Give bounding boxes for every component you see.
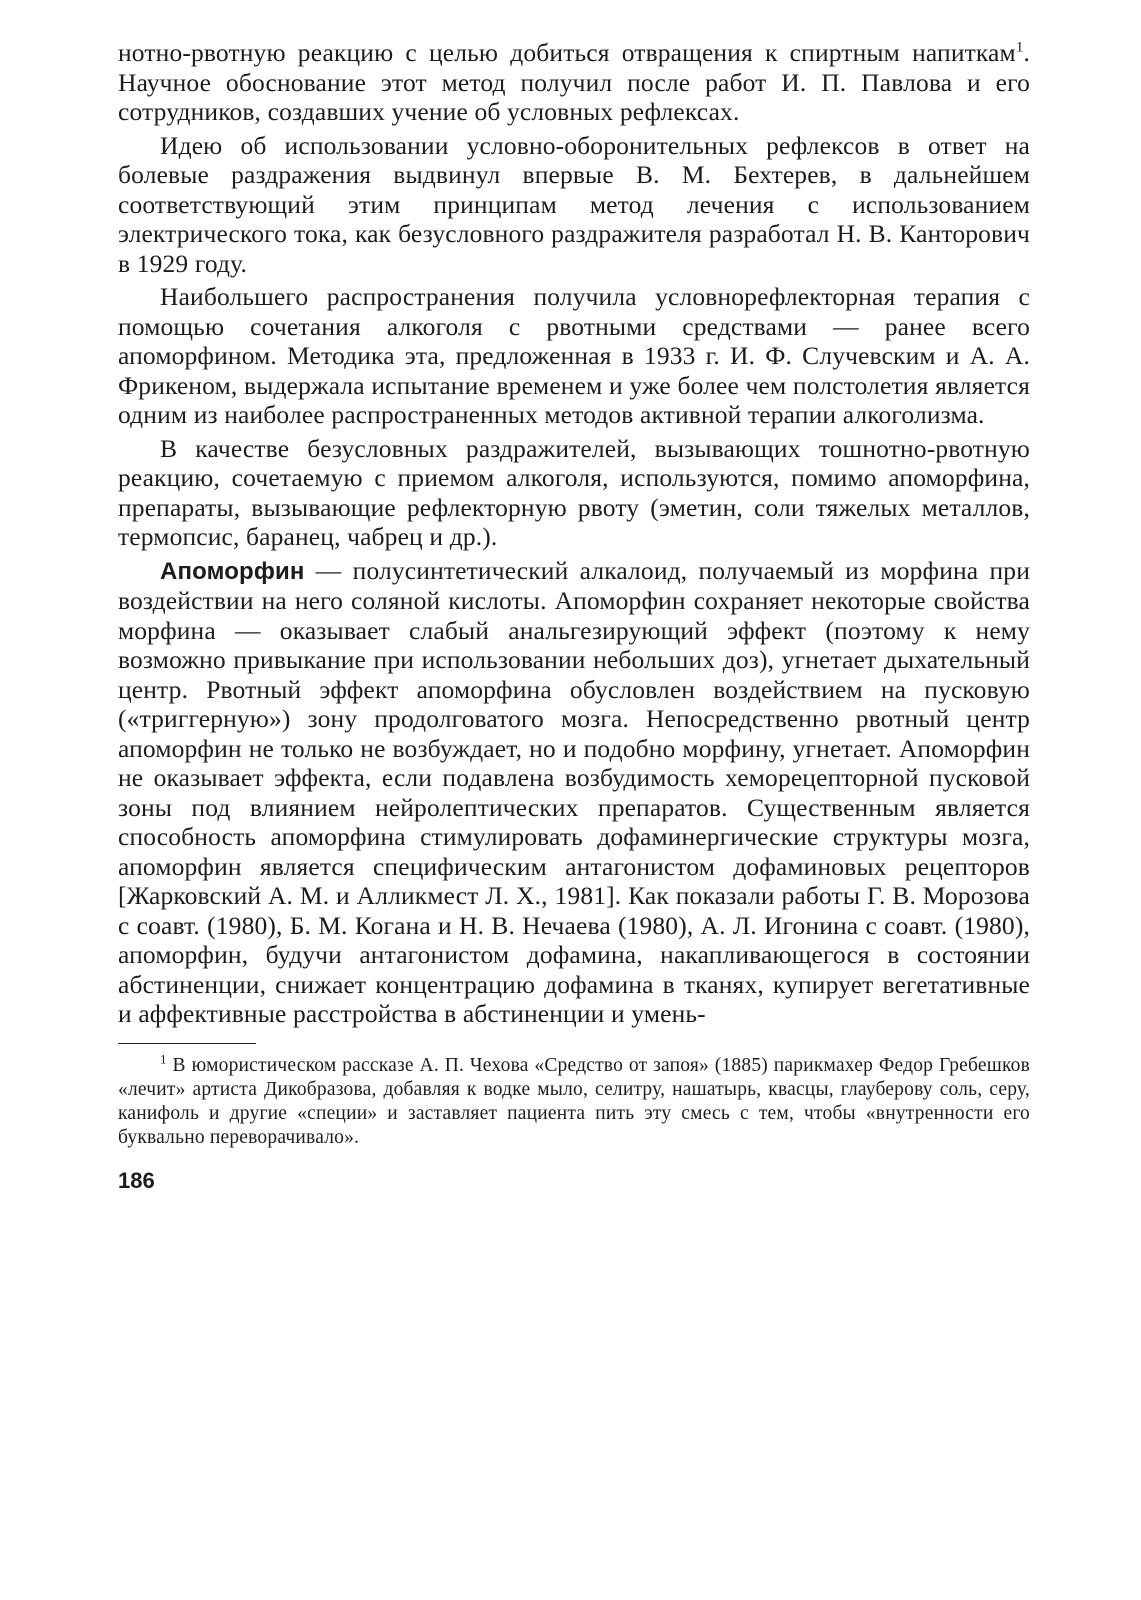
footnote-marker: 1: [160, 1051, 167, 1066]
paragraph: [118, 556, 1030, 1029]
paragraph: [118, 282, 1030, 430]
paragraph: [118, 131, 1030, 279]
body-text: [118, 38, 1030, 1029]
paragraph-text: Идею об использовании условно-оборонительных рефлексов в ответ на болевые раздражения выдвинул впервые В. М. Бехтерев, в дальнейшем соответствующий этим принципам метод лечения с использованием электрического тока, как безусловного раздражителя разработал Н. В. Канторович в 1929 году.: [118, 130, 1030, 278]
footnote: [118, 1051, 1030, 1150]
page-number: 186: [118, 1167, 155, 1193]
footnote-text: В юмористическом рассказе А. П. Чехова «Средство от запоя» (1885) парикмахер Федор Гребешков «лечит» артиста Дикобразова, добавляя к водке мыло, селитру, нашатырь, квасцы, глауберову соль, серу, канифоль и другие «специи» и заставляет пациента пить эту смесь с тем, чтобы «внутренности его буквально переворачивало».: [118, 1054, 1030, 1148]
paragraph-text: Наибольшего распространения получила условнорефлекторная терапия с помощью сочетания алкоголя с рвотными средствами — ранее всего апоморфином. Методика эта, предложенная в 1933 г. И. Ф. Случевским и А. А. Фрикеном, выдержала испытание временем и уже более чем полстолетия является одним из наиболее распространенных методов активной терапии алкоголизма.: [118, 282, 1030, 429]
footnote-divider: [118, 1043, 256, 1044]
term-heading: Апоморфин: [160, 557, 305, 585]
paragraph: [118, 38, 1030, 127]
book-page: [118, 38, 1030, 1194]
paragraph-text: — полусинтетический алкалоид, получаемый из морфина при воздействии на него соляной кислоты. Апоморфин сохраняет некоторые свойства морфина — оказывает слабый анальгезирующий эффект (поэтому к нему возможно привыкание при использовании небольших доз), угнетает дыхательный центр. Рвотный эффект апоморфина обусловлен воздействием на пусковую («триггерную») зону продолговатого мозга. Непосредственно рвотный центр апоморфин не только не возбуждает, но и подобно морфину, угнетает. Апоморфин не оказывает эффекта, если подавлена возбудимость хеморецепторной пусковой зоны под влиянием нейролептических препаратов. Существенным является способность апоморфина стимулировать дофаминергические структуры мозга, апоморфин является специфическим антагонистом дофаминовых рецепторов [Жарковский А. М. и Алликмест Л. Х., 1981]. Как показали работы Г. В. Морозова с соавт. (1980), Б. М. Когана и Н. В. Нечаева (1980), А. Л. Игонина с соавт. (1980), апоморфин, будучи антагонистом дофамина, накапливающегося в состоянии абстиненции, снижает концентрацию дофамина в тканях, купирует вегетативные и аффективные расстройства в абстиненции и умень-: [118, 555, 1030, 1028]
paragraph: [118, 434, 1030, 552]
paragraph-text: В качестве безусловных раздражителей, вызывающих тошнотно-рвотную реакцию, сочетаемую с приемом алкоголя, используются, помимо апоморфина, препараты, вызывающие рефлекторную рвоту (эметин, соли тяжелых металлов, термопсис, баранец, чабрец и др.).: [118, 433, 1030, 551]
footnote-reference: 1: [1015, 39, 1024, 56]
paragraph-text: . Научное обоснование этот метод получил после работ И. П. Павлова и его сотрудников, создавших учение об условных рефлексах.: [118, 38, 1030, 126]
paragraph-text: нотно-рвотную реакцию с целью добиться отвращения к спиртным напиткам: [118, 38, 1016, 67]
